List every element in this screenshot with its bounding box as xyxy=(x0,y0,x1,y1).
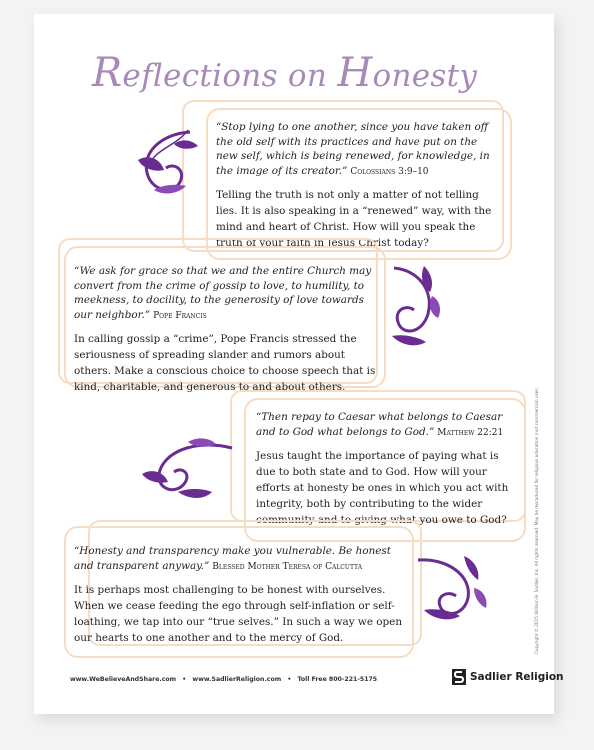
card-4-quote: “Honesty and transparency make you vulnerable. Be honest and transparent anyway.” Blessed Mother Teresa of Calcutta xyxy=(74,545,391,572)
card-2-body: In calling gossip a “crime”, Pope Francis stressed the seriousness of spreading slander and rumors about others. Make a conscious choice to choose speech that is kind, charitable, and generous to and about others. xyxy=(74,333,376,393)
card-4 xyxy=(74,544,404,646)
card-3 xyxy=(256,410,514,528)
footer-site-2[interactable]: www.SadlierReligion.com xyxy=(192,676,282,683)
card-1-quote: “Stop lying to one another, since you have taken off the old self with its practices and have put on the new self, which is being renewed, for knowledge, in the image of its creator.” Colossians 3:9–10 xyxy=(216,121,490,177)
footer-separator: • xyxy=(182,676,187,683)
flourish-ornament-2 xyxy=(384,262,444,352)
worksheet-page xyxy=(34,14,564,714)
footer-site-1[interactable]: www.WeBelieveAndShare.com xyxy=(70,676,177,683)
logo-text: Sadlier Religion xyxy=(470,671,564,683)
card-2 xyxy=(74,264,376,395)
card-2-citation: Pope Francis xyxy=(153,310,207,321)
sadlier-logo-icon xyxy=(452,669,466,685)
sadlier-logo xyxy=(452,669,564,685)
flourish-ornament-3 xyxy=(138,434,234,504)
card-3-citation: Matthew 22:21 xyxy=(437,427,504,438)
flourish-ornament-1 xyxy=(130,124,202,204)
card-1-body: Telling the truth is not only a matter of not telling lies. It is also speaking in a “renewed” way, with the mind and heart of Christ. How will you speak the truth of your faith in Jesus Christ today? xyxy=(216,189,492,249)
page-title: Reflections on Honesty xyxy=(92,50,478,96)
card-2-quote: “We ask for grace so that we and the entire Church may convert from the crime of gossip to love, to humility, to meekness, to docility, to the generosity of love towards our neighbor.” Pope Francis xyxy=(74,265,372,321)
card-4-body: It is perhaps most challenging to be honest with ourselves. When we cease feeding the ego through self-inflation or self-loathing, we tap into our “true selves.” In such a way we open our hearts to one another and to the mercy of God. xyxy=(74,584,403,644)
card-1-citation: Colossians 3:9–10 xyxy=(350,166,429,177)
card-1 xyxy=(216,120,498,251)
card-3-quote: “Then repay to Caesar what belongs to Caesar and to God what belongs to God.” Matthew 22:21 xyxy=(256,411,504,438)
footer-phone: Toll Free 800-221-5175 xyxy=(297,676,378,683)
card-3-body: Jesus taught the importance of paying what is due to both state and to God. How will your efforts at honesty be ones in which you act with integrity, both by contributing to the wider community and to giving what you owe to God? xyxy=(256,450,509,526)
flourish-ornament-4 xyxy=(414,550,490,624)
card-4-citation: Blessed Mother Teresa of Calcutta xyxy=(212,561,363,572)
copyright-notice: Copyright © 2015 William H. Sadlier, Inc. All rights reserved. May be reproduced for religious education (not commercial) uses. xyxy=(534,387,539,654)
footer-links xyxy=(68,676,379,683)
footer-separator: • xyxy=(287,676,292,683)
